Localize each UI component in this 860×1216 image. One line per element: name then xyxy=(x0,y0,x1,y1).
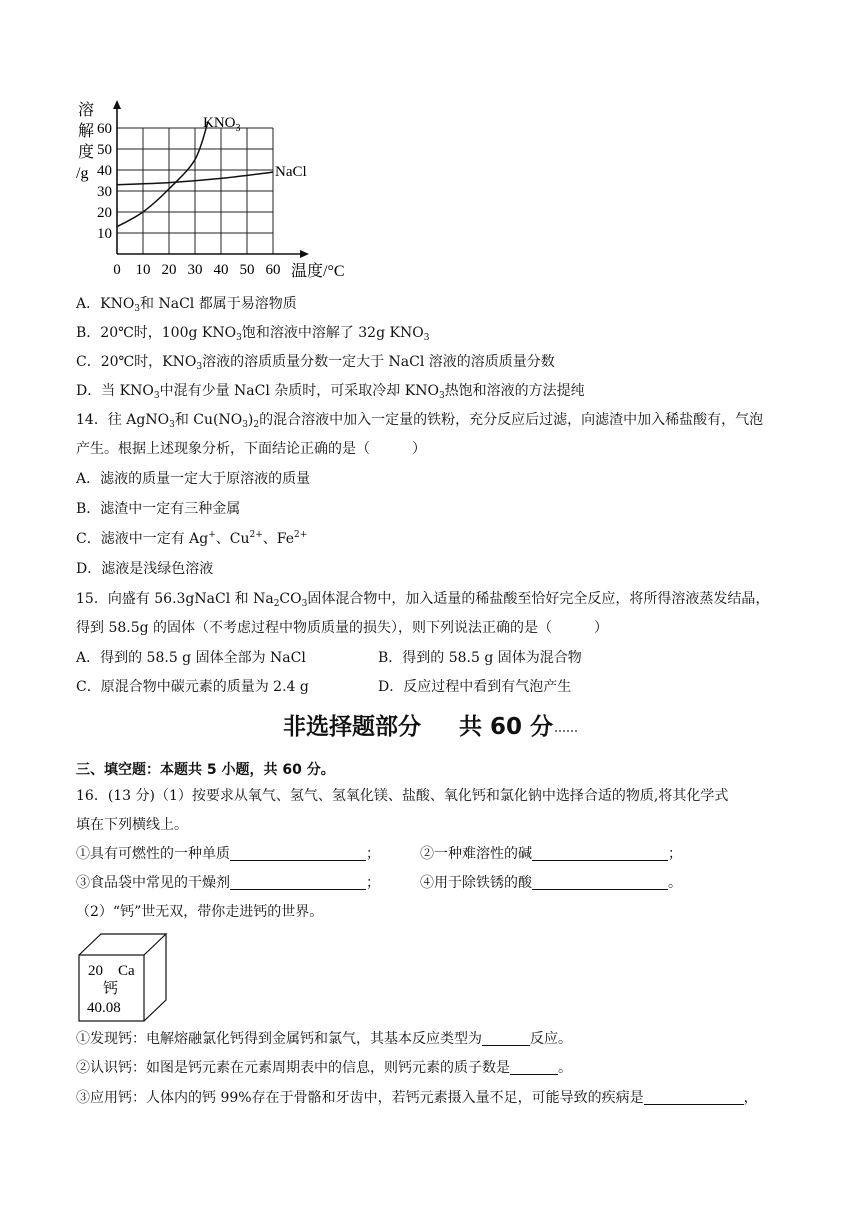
x-tick-label: 20 xyxy=(161,262,177,278)
x-tick-label: 30 xyxy=(187,262,203,278)
answer-blank[interactable] xyxy=(510,1060,558,1075)
answer-blank[interactable] xyxy=(230,846,366,861)
section3-heading: 三、填空题：本题共 5 小题，共 60 分。 xyxy=(76,762,335,778)
q16-application: ③应用钙：人体内的钙 99%存在于骨骼和牙齿中，若钙元素摄入量不足，可能导致的疾病是 ， xyxy=(76,1090,758,1106)
q14-option-a: A．滤液的质量一定大于原溶液的质量 xyxy=(76,471,311,487)
q16-stem-line2: 填在下列横线上。 xyxy=(76,817,188,833)
y-label-char: 度 xyxy=(78,144,95,161)
x-tick-label: 50 xyxy=(239,262,255,278)
q15-option-c: C．原混合物中碳元素的质量为 2.4 g xyxy=(76,679,309,695)
y-label-char: /g xyxy=(76,165,89,182)
x-tick-label: 40 xyxy=(213,262,229,278)
section-title xyxy=(0,708,860,741)
y-axis-label xyxy=(76,101,94,182)
q14-option-b: B．滤渣中一定有三种金属 xyxy=(76,501,241,517)
q16-item-3: ③食品袋中常见的干燥剂 ； xyxy=(76,875,380,891)
x-tick-label: 60 xyxy=(265,262,281,278)
x-tick-labels xyxy=(113,262,280,278)
y-label-char: 解 xyxy=(78,123,95,140)
q16-item-4: ④用于除铁锈的酸 。 xyxy=(420,875,682,891)
calcium-element-cube xyxy=(76,930,176,1030)
q14-option-c: C．滤液中一定有 Ag+、$Cu^{2+}$、$Fe^{2+}$ xyxy=(76,530,308,547)
solubility-chart xyxy=(72,95,432,295)
answer-blank[interactable] xyxy=(532,846,668,861)
y-tick-label: 40 xyxy=(97,163,112,179)
section-score: 共 60 分 xyxy=(458,714,554,740)
y-tick-label: 50 xyxy=(97,142,112,158)
q13-option-b: B．20℃时，100g $KNO_3$饱和溶液中溶解了 32g $KNO_3$ xyxy=(76,325,430,343)
x-axis-label: 温度/°C xyxy=(291,263,345,280)
answer-blank[interactable] xyxy=(482,1031,530,1046)
y-tick-label: 10 xyxy=(97,226,112,242)
y-tick-label: 30 xyxy=(97,184,112,200)
watermark-mark xyxy=(555,722,577,732)
q15-option-b: B．得到的 58.5 g 固体为混合物 xyxy=(378,650,582,666)
section-name: 非选择题部分 xyxy=(282,714,421,740)
y-label-char: 溶 xyxy=(78,102,95,119)
y-tick-labels xyxy=(97,121,112,242)
chart-grid xyxy=(117,128,273,254)
q15-option-d: D．反应过程中看到有气泡产生 xyxy=(378,679,572,695)
y-tick-label: 60 xyxy=(97,121,112,137)
answer-blank[interactable] xyxy=(532,875,668,890)
q16-item-2: ②一种难溶性的碱 ； xyxy=(420,846,682,862)
q14-option-d: D．滤液是浅绿色溶液 xyxy=(76,561,214,577)
q14-stem-line1: 14．往 AgNO$_3$和 $Cu(NO_3)_2$的混合溶液中加入一定量的铁粉，充分反应后过滤，向滤渣中加入稀盐酸有，气泡 xyxy=(76,412,764,430)
q16-item-1: ①具有可燃性的一种单质 ； xyxy=(76,846,380,862)
curve-kno3 xyxy=(117,122,208,227)
answer-blank[interactable] xyxy=(230,875,366,890)
q15-stem-line1: 15．向盛有 56.3gNaCl 和 $Na_2CO_3$固体混合物中，加入适量的稀盐酸至恰好完全反应，将所得溶液蒸发结晶， xyxy=(76,591,770,609)
q13-option-c: C．20℃时，$KNO_3$溶液的溶质质量分数一定大于 NaCl 溶液的溶质质量分数 xyxy=(76,354,555,372)
q14-stem-line2: 产生。根据上述现象分析，下面结论正确的是（ ） xyxy=(76,441,426,457)
q16-recognize: ②认识钙：如图是钙元素在元素周期表中的信息，则钙元素的质子数是 。 xyxy=(76,1060,572,1076)
atomic-number: 20 xyxy=(88,963,103,979)
q15-option-a: A．得到的 58.5 g 固体全部为 NaCl xyxy=(76,650,306,666)
q13-option-d: D．当 $KNO_3$中混有少量 NaCl 杂质时，可采取冷却 $KNO_3$热饱和溶液的方法提纯 xyxy=(76,383,585,401)
kno3-curve-label: $KNO_3$ xyxy=(203,115,241,134)
q16-stem-line1: 16．(13 分)（1）按要求从氧气、氢气、氢氧化镁、盐酸、氧化钙和氯化钠中选择合适的物质,将其化学式 xyxy=(76,788,729,804)
y-axis-arrow xyxy=(113,100,121,109)
answer-blank[interactable] xyxy=(644,1090,744,1105)
x-tick-label: 10 xyxy=(135,262,151,278)
element-name: 钙 xyxy=(103,981,119,997)
q15-stem-line2: 得到 58.5g 的固体（不考虑过程中物质质量的损失），则下列说法正确的是（ ） xyxy=(76,620,609,636)
q13-option-a: A．$KNO_3$和 NaCl 都属于易溶物质 xyxy=(76,296,297,314)
atomic-mass: 40.08 xyxy=(87,1000,121,1016)
q16-discovery: ①发现钙：电解熔融氯化钙得到金属钙和氯气，其基本反应类型为 反应。 xyxy=(76,1031,572,1047)
y-tick-label: 20 xyxy=(97,205,112,221)
x-axis-arrow xyxy=(300,250,309,258)
x-tick-label: 0 xyxy=(113,262,121,278)
q16-part2: （2）“钙”世无双，带你走进钙的世界。 xyxy=(76,904,324,920)
nacl-curve-label: NaCl xyxy=(275,164,307,180)
element-symbol: Ca xyxy=(118,963,135,979)
